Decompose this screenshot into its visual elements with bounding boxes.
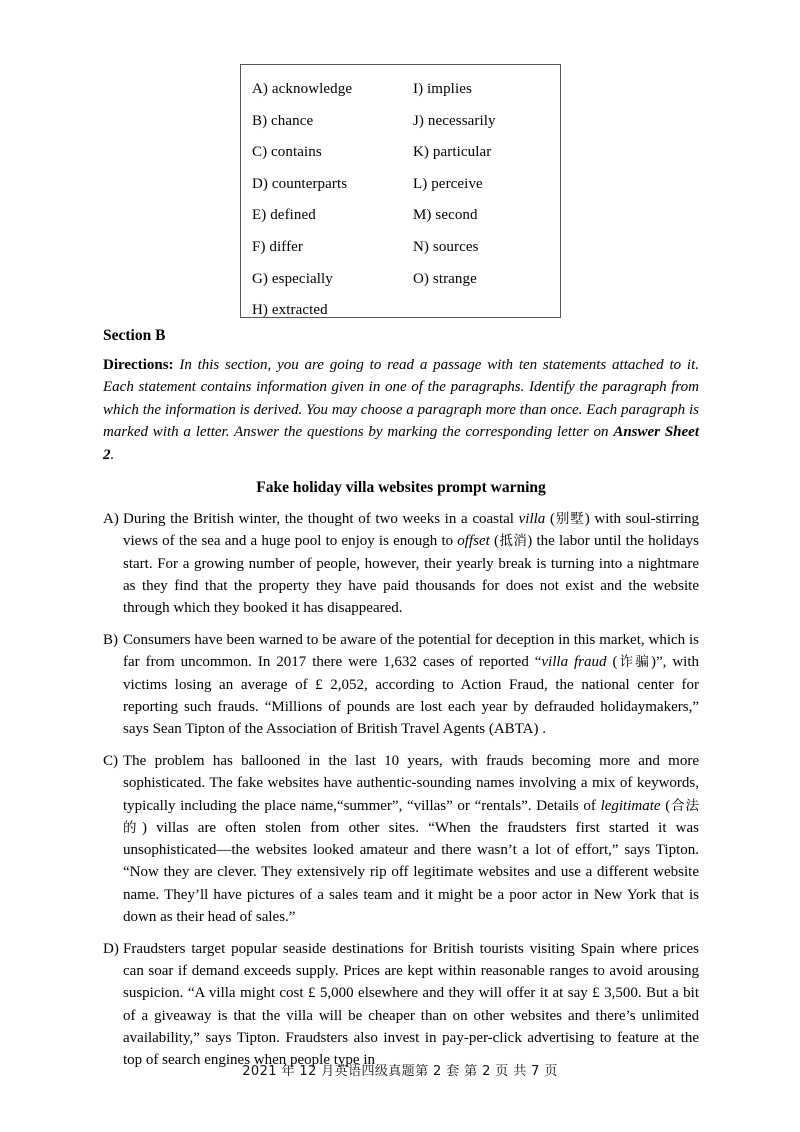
word-bank-right-column xyxy=(413,74,496,295)
text-run: Fraudsters target popular seaside destinations for British tourists visiting Spain where prices can soar if demand exceeds supply. Prices are kept within reasonable ranges to avoid arousing suspicion. “A villa might cost £ 5,000 elsewhere and they will offer it at say £ 3,500. But a bit of a giveaway is that the villa will be cheaper than on other websites and there’s unlimited availability,” says Tipton. Fraudsters also invest in pay-per-click advertising to feature at the top of search engines when people type in xyxy=(123,940,699,1069)
paragraph-text xyxy=(123,511,699,616)
word-bank-option: M) second xyxy=(413,207,478,224)
chinese-gloss: 合法的 xyxy=(123,797,700,836)
paragraph-text xyxy=(123,941,699,1068)
word-bank-option: A) acknowledge xyxy=(252,81,353,97)
word-bank-option: G) especially xyxy=(252,270,333,287)
word-bank-option: H) extracted xyxy=(252,302,328,319)
word-bank-box xyxy=(240,64,561,318)
page-footer-text: 2021 年 12 月英语四级真题第 2 套 第 2 页 共 7 页 xyxy=(242,1064,558,1079)
chinese-gloss: 抵消 xyxy=(498,533,528,550)
article-paragraph xyxy=(103,938,699,1072)
paragraph-marker: D) xyxy=(103,940,119,957)
directions-paragraph xyxy=(103,354,699,466)
paragraph-marker: C) xyxy=(103,753,118,769)
text-run: ( xyxy=(606,654,618,671)
word-bank-option: L) perceive xyxy=(413,175,483,192)
answer-sheet-reference: Answer Sheet 2 xyxy=(103,424,699,463)
text-run: Consumers have been warned to be aware of the potential for deception in this market, which is far from uncommon. In 2017 there were 1,632 cases of reported “ xyxy=(123,632,699,671)
paragraph-text xyxy=(123,753,699,925)
word-bank-option: B) chance xyxy=(252,112,314,129)
directions-body-text: In this section, you are going to read a passage with ten statements attached to it. Each statement contains information given in one of the paragraphs. Identify the paragraph from which the information is derived. You may choose a paragraph more than once. Each paragraph is marked with a letter. Answer the questions by marking the corresponding letter on xyxy=(103,357,699,441)
text-run: ( xyxy=(489,533,499,550)
word-bank-option: C) contains xyxy=(252,144,322,161)
section-heading: Section B xyxy=(103,327,166,344)
text-run: ) the labor until the holidays start. For a growing number of people, however, their yearly break is turning into a nightmare as they find that the property they have paid thousands for does not exist and the website through which they booked it has disappeared. xyxy=(123,533,699,617)
page-footer xyxy=(0,1062,800,1081)
word-bank-inner xyxy=(241,65,560,317)
article-title: Fake holiday villa websites prompt warning xyxy=(256,479,546,497)
italic-term: villa fraud xyxy=(541,654,607,671)
paragraph-text xyxy=(123,632,699,737)
page-content xyxy=(103,326,699,1072)
chinese-gloss: 别墅 xyxy=(554,511,585,528)
chinese-gloss: 诈骗 xyxy=(617,654,652,671)
italic-term: villa xyxy=(518,511,546,528)
italic-term: legitimate xyxy=(600,797,661,814)
word-bank-option: D) counterparts xyxy=(252,175,348,192)
word-bank-option: O) strange xyxy=(413,270,477,287)
paragraph-marker: A) xyxy=(103,511,119,528)
text-run: ) with soul-stirring views of the sea and a huge pool to enjoy is enough to xyxy=(123,511,700,550)
article-paragraph xyxy=(103,750,699,928)
word-bank-option: E) defined xyxy=(252,207,316,224)
word-bank-left-column xyxy=(252,74,352,327)
italic-term: offset xyxy=(457,533,490,550)
text-run: )”, with victims losing an average of £ 2,052, according to Action Fraud, the national center for reporting such frauds. “Millions of pounds are lost each year by defrauded holidaymakers,” says Sean Tipton of the Association of British Travel Agents (ABTA) . xyxy=(123,654,700,738)
word-bank-option: J) necessarily xyxy=(413,112,496,129)
article-paragraph xyxy=(103,629,699,740)
text-run: The problem has ballooned in the last 10 years, with frauds becoming more and more sophisticated. The fake websites have authentic-sounding names involving a mix of keywords, typically including the place name,“summer”, “villas” or “rentals”. Details of xyxy=(123,753,699,814)
word-bank-option: F) differ xyxy=(252,238,304,255)
directions-label: Directions: xyxy=(103,357,174,373)
text-run: ) villas are often stolen from other sites. “When the fraudsters first started it was unsophisticated—the websites looked amateur and there wasn’t a lot of effort,” says Tipton. “Now they are clever. They extensively rip off legitimate websites and use a different website name. They’ll have pictures of a sales team and it might be a poor actor in New York that is down as their head of sales.” xyxy=(123,819,700,926)
word-bank-option: K) particular xyxy=(413,144,492,161)
text-run: ( xyxy=(545,511,555,528)
word-bank-option: I) implies xyxy=(413,81,472,97)
paragraph-marker: B) xyxy=(103,632,118,649)
text-run: During the British winter, the thought of two weeks in a coastal xyxy=(123,511,519,528)
article-paragraph xyxy=(103,508,699,619)
directions-trailing-text: . xyxy=(110,446,115,463)
word-bank-option: N) sources xyxy=(413,238,479,255)
text-run: ( xyxy=(660,797,671,814)
